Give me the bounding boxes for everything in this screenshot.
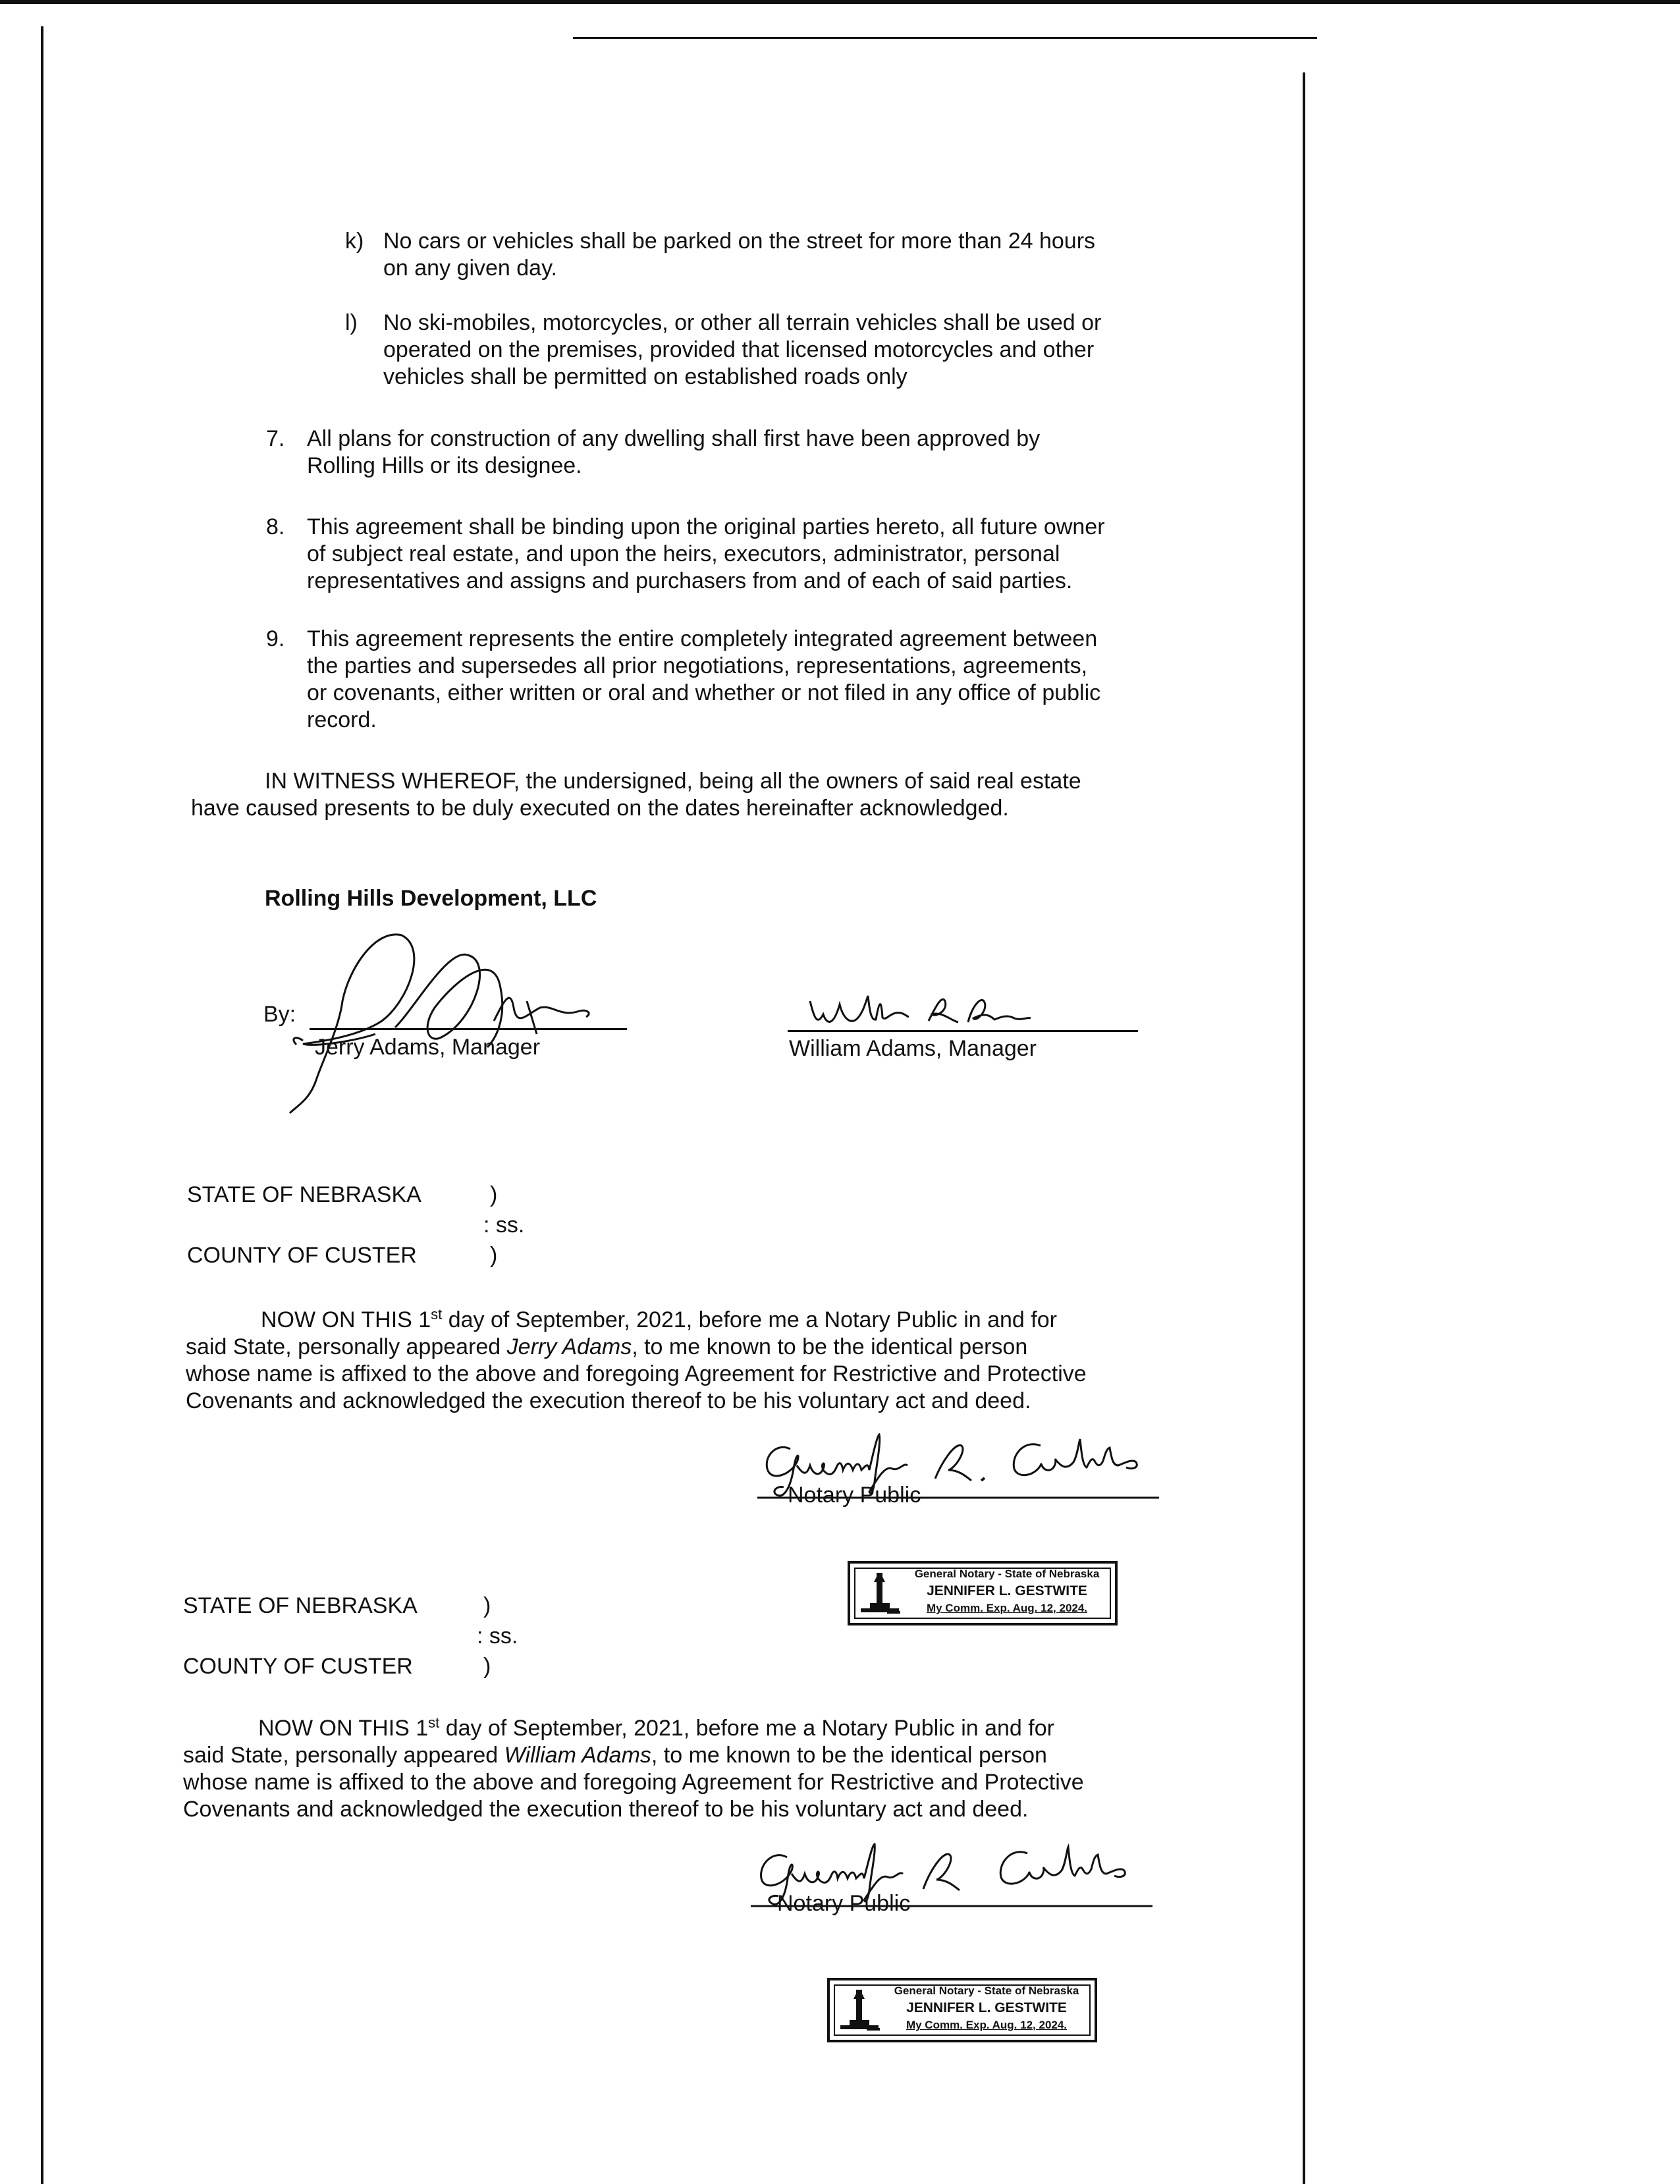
ack-date-rest: day of September, 2021, before me a Notary Public in and for [439,1716,1054,1741]
item-line: operated on the premises, provided that licensed motorcycles and other [383,337,1095,362]
venue-ss: : ss. [477,1624,518,1649]
venue-county: COUNTY OF CUSTER [187,1243,417,1268]
company-name: Rolling Hills Development, LLC [265,886,597,911]
item-line: vehicles shall be permitted on established roads only [383,364,908,389]
stamp-line-1: General Notary - State of Nebraska [894,1984,1079,1997]
acknowledgment-1 [186,1307,1213,1415]
ack-date-sup: st [428,1714,440,1731]
acknowledgment-2 [183,1715,1210,1823]
ack-line-3: whose name is affixed to the above and foregoing Agreement for Restrictive and Protective [186,1361,1087,1386]
item-line: No cars or vehicles shall be parked on the street for more than 24 hours [383,229,1096,254]
ack-line-2-post: , to me known to be the identical person [651,1743,1047,1768]
witness-line-1: IN WITNESS WHEREOF, the undersigned, being all the owners of said real estate [265,769,1081,794]
item-k [345,228,1201,287]
ack-appearer-name: Jerry Adams [506,1334,632,1359]
witness-line-2: have caused presents to be duly executed on the dates hereinafter acknowledged. [191,796,1009,821]
signature-line-2 [788,1030,1138,1032]
item-line: All plans for construction of any dwelling shall first have been approved by [307,426,1041,451]
ack-appearer-name: William Adams [504,1743,651,1768]
item-line: This agreement shall be binding upon the original parties hereto, all future owner [307,514,1105,539]
item-marker: 8. [266,514,285,539]
witness-paragraph [191,768,1192,822]
signer-2-name: William Adams, Manager [789,1036,1037,1061]
notary-label-1: Notary Public [788,1483,921,1508]
item-l [345,310,1201,395]
item-line: on any given day. [383,256,557,281]
notary-stamp-1 [848,1561,1118,1625]
item-8 [266,514,1188,599]
signature-line-1 [310,1028,627,1030]
notary-label-2: Notary Public [777,1891,911,1916]
stamp-line-2: JENNIFER L. GESTWITE [906,2000,1067,2015]
scan-line-top [573,37,1317,39]
venue-paren: ) [490,1243,498,1268]
item-marker: l) [345,310,358,335]
stamp-line-1: General Notary - State of Nebraska [914,1568,1100,1580]
venue-paren: ) [483,1654,491,1679]
scan-border-right [1303,72,1305,2184]
ack-line-2-pre: said State, personally appeared [186,1334,507,1359]
scan-border-left [41,26,43,2184]
stamp-line-3: My Comm. Exp. Aug. 12, 2024. [906,2019,1068,2031]
by-label: By: [263,1002,296,1027]
ack-date-sup: st [431,1306,443,1323]
ack-date-pre: NOW ON THIS 1 [261,1307,431,1332]
item-marker: 9. [266,626,285,651]
venue-state: STATE OF NEBRASKA [187,1182,421,1207]
item-line: Rolling Hills or its designee. [307,453,582,478]
ack-line-2-post: , to me known to be the identical person [632,1334,1028,1359]
ack-line-4: Covenants and acknowledged the execution thereof to be his voluntary act and deed. [183,1797,1029,1822]
venue-1 [187,1182,582,1274]
item-line: record. [307,707,377,732]
item-9 [266,626,1188,738]
item-7 [266,425,1188,485]
venue-2 [183,1593,578,1685]
stamp-line-3: My Comm. Exp. Aug. 12, 2024. [926,1602,1088,1614]
item-line: of subject real estate, and upon the heirs, executors, administrator, personal [307,541,1060,566]
ack-date-pre: NOW ON THIS 1 [258,1716,429,1741]
venue-county: COUNTY OF CUSTER [183,1654,413,1679]
venue-paren: ) [490,1182,498,1207]
scan-border-top [0,0,1680,4]
item-marker: k) [345,229,364,254]
notary-stamp-2 [827,1978,1097,2042]
item-marker: 7. [266,426,285,451]
stamp-line-2: JENNIFER L. GESTWITE [927,1583,1087,1598]
item-line: the parties and supersedes all prior negotiations, representations, agreements, [307,653,1088,678]
venue-state: STATE OF NEBRASKA [183,1593,418,1618]
jerry-adams-signature [277,909,619,1126]
venue-paren: ) [483,1593,491,1618]
item-line: representatives and assigns and purchasers from and of each of said parties. [307,568,1073,593]
ack-line-2-pre: said State, personally appeared [183,1743,504,1768]
item-line: This agreement represents the entire completely integrated agreement between [307,626,1098,651]
ack-line-3: whose name is affixed to the above and foregoing Agreement for Restrictive and Protective [183,1770,1084,1795]
item-line: No ski-mobiles, motorcycles, or other all terrain vehicles shall be used or [383,310,1102,335]
venue-ss: : ss. [483,1213,525,1238]
signer-1-name: Jerry Adams, Manager [315,1035,541,1060]
item-line: or covenants, either written or oral and whether or not filed in any office of public [307,680,1101,705]
ack-line-4: Covenants and acknowledged the execution thereof to be his voluntary act and deed. [186,1388,1031,1413]
notary-seal-icon [838,1987,881,2036]
notary-seal-icon [858,1570,902,1619]
ack-date-rest: day of September, 2021, before me a Notary Public in and for [442,1307,1057,1332]
william-adams-signature [803,988,1067,1034]
